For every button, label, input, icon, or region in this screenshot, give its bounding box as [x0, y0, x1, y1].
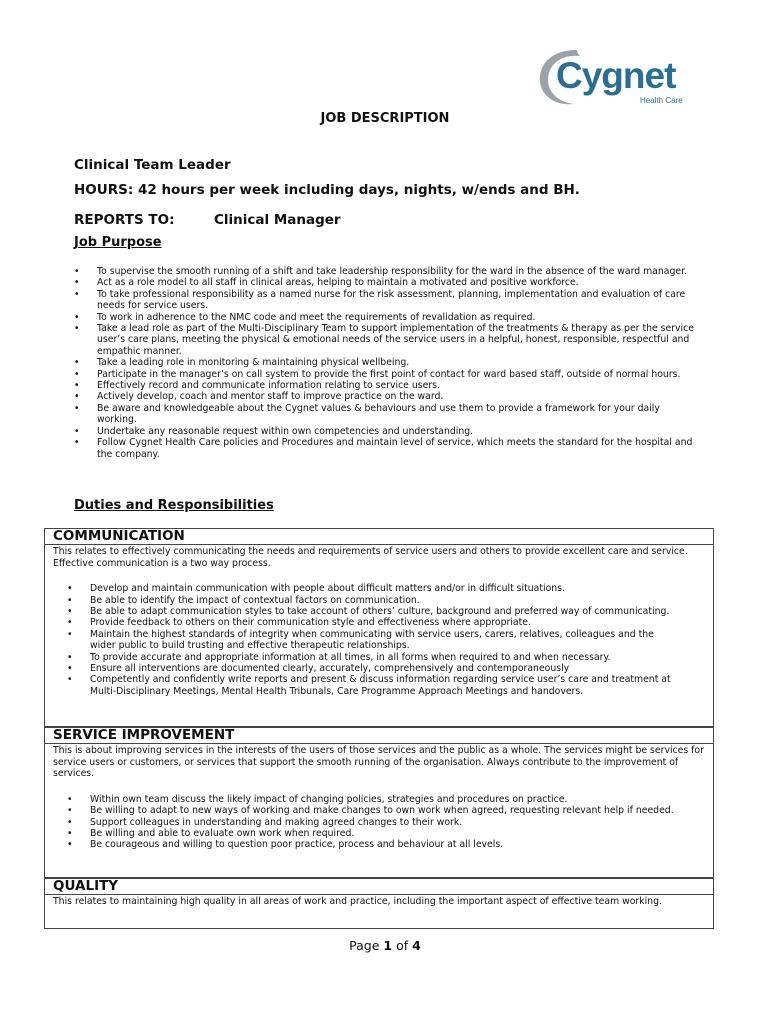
hours-line: HOURS: 42 hours per week including days, nights, w/ends and BH.	[74, 182, 580, 198]
page-word: Page	[349, 938, 380, 953]
role-title: Clinical Team Leader	[74, 157, 231, 173]
list-item: • Be willing and able to evaluate own work when required.	[67, 828, 681, 839]
list-item: • To take professional responsibility as a named nurse for the risk assessment, planning, implementation and evaluation of care needs for service users.	[74, 289, 698, 312]
reports-to-label: REPORTS TO:	[74, 212, 175, 228]
page-total: 4	[412, 938, 421, 953]
service-improvement-list	[67, 794, 681, 851]
logo-tagline: Health Care	[640, 96, 683, 105]
list-item: • Within own team discuss the likely impact of changing policies, strategies and procedures on practice.	[67, 794, 681, 805]
list-item: • To work in adherence to the NMC code and meet the requirements of revalidation as required.	[74, 312, 698, 323]
list-item: • Take a lead role as part of the Multi-Disciplinary Team to support implementation of the treatments & therapy as per the service user’s care plans, meeting the physical & emotional needs of the service users in a helpful, honest, responsible, respectful and empathic manner.	[74, 323, 698, 357]
list-item: • Act as a role model to all staff in clinical areas, helping to maintain a motivated and positive workforce.	[74, 277, 698, 288]
job-purpose-heading: Job Purpose	[74, 235, 162, 250]
section-title: COMMUNICATION	[45, 529, 713, 545]
list-item: • Effectively record and communicate information relating to service users.	[74, 380, 698, 391]
list-item: • Be courageous and willing to question poor practice, process and behaviour at all levels.	[67, 839, 681, 850]
section-title: QUALITY	[45, 879, 713, 895]
section-intro: This relates to effectively communicating the needs and requirements of service users and others to provide excellent care and service. Effective communication is a two way process.	[53, 546, 688, 569]
list-item: • Actively develop, coach and mentor staff to improve practice on the ward.	[74, 391, 698, 402]
reports-to-value: Clinical Manager	[214, 212, 341, 228]
list-item: • Be aware and knowledgeable about the Cygnet values & behaviours and use them to provide a framework for your daily working.	[74, 403, 698, 426]
communication-section	[44, 528, 714, 727]
list-item: • Follow Cygnet Health Care policies and Procedures and maintain level of service, which meets the standard for the hospital and the company.	[74, 437, 698, 460]
list-item: • Ensure all interventions are documented clearly, accurately, comprehensively and contemporaneously	[67, 663, 681, 674]
list-item: • Undertake any reasonable request within own competencies and understanding.	[74, 426, 698, 437]
list-item: • Provide feedback to others on their communication style and effectiveness where appropriate.	[67, 617, 681, 628]
list-item: • Participate in the manager’s on call system to provide the first point of contact for ward based staff, outside of normal hours.	[74, 369, 698, 380]
list-item: • To provide accurate and appropriate information at all times, in all forms when required to and when necessary.	[67, 652, 681, 663]
page-footer	[0, 938, 770, 953]
list-item: • Be able to identify the impact of contextual factors on communication.	[67, 595, 681, 606]
duties-heading: Duties and Responsibilities	[74, 498, 274, 513]
list-item: • Take a leading role in monitoring & maintaining physical wellbeing.	[74, 357, 698, 368]
communication-list	[67, 583, 681, 697]
job-purpose-list	[74, 266, 698, 460]
logo-brand-text: Cygnet	[556, 55, 676, 96]
list-item: • Maintain the highest standards of integrity when communicating with service users, carers, relatives, colleagues and the wider public to build trusting and effective therapeutic relationships.	[67, 629, 681, 652]
list-item: • To supervise the smooth running of a shift and take leadership responsibility for the ward in the absence of the ward manager.	[74, 266, 698, 277]
page-number: 1	[383, 938, 393, 953]
of-word: of	[396, 938, 409, 953]
section-intro: This relates to maintaining high quality in all areas of work and practice, including the important aspect of effective team working.	[53, 896, 662, 907]
list-item: • Be able to adapt communication styles to take account of others’ culture, background and preferred way of communicating.	[67, 606, 681, 617]
section-intro: This is about improving services in the interests of the users of those services and the public as a whole. The services might be services for service users or customers, or services that support the smooth running of the organisation. Always contribute to the improvement of services.	[53, 745, 704, 780]
list-item: • Develop and maintain communication with people about difficult matters and/or in difficult situations.	[67, 583, 681, 594]
document-title: JOB DESCRIPTION	[320, 111, 450, 126]
section-title: SERVICE IMPROVEMENT	[45, 728, 713, 744]
list-item: • Be willing to adapt to new ways of working and make changes to own work when agreed, requesting relevant help if needed.	[67, 805, 681, 816]
service-improvement-section	[44, 727, 714, 878]
list-item: • Competently and confidently write reports and present & discuss information regarding service user’s care and treatment at Multi-Disciplinary Meetings, Mental Health Tribunals, Care Programme Approach Meetings and handovers.	[67, 674, 681, 697]
quality-section	[44, 878, 714, 929]
list-item: • Support colleagues in understanding and making agreed changes to their work.	[67, 817, 681, 828]
